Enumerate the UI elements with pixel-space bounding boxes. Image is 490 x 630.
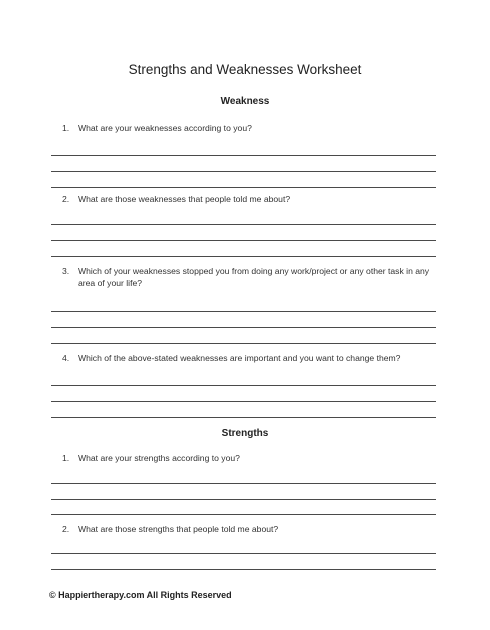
answer-line[interactable]: [51, 240, 436, 241]
page-title: Strengths and Weaknesses Worksheet: [128, 62, 362, 77]
answer-line[interactable]: [51, 417, 436, 418]
question-weakness-4: [62, 352, 442, 364]
answer-line[interactable]: [51, 569, 436, 570]
answer-line[interactable]: [51, 343, 436, 344]
question-text: Which of your weaknesses stopped you from doing any work/project or any other task in any area of your life?: [78, 266, 430, 288]
question-strengths-2: [62, 523, 442, 535]
answer-line[interactable]: [51, 385, 436, 386]
question-weakness-1: [62, 122, 442, 134]
answer-line[interactable]: [51, 311, 436, 312]
question-text: What are those strengths that people told me about?: [78, 524, 279, 534]
section-heading-weakness: Weakness: [220, 96, 270, 107]
question-number: 4.: [62, 353, 70, 363]
question-number: 1.: [62, 453, 70, 463]
answer-line[interactable]: [51, 224, 436, 225]
answer-line[interactable]: [51, 327, 436, 328]
answer-line[interactable]: [51, 256, 436, 257]
question-text: What are your strengths according to you?: [78, 453, 240, 463]
question-weakness-2: [62, 193, 442, 205]
answer-line[interactable]: [51, 401, 436, 402]
question-weakness-3: [62, 265, 442, 289]
question-number: 1.: [62, 123, 70, 133]
section-heading-strengths: Strengths: [221, 428, 269, 439]
question-strengths-1: [62, 452, 442, 464]
question-number: 3.: [62, 266, 70, 276]
answer-line[interactable]: [51, 187, 436, 188]
question-number: 2.: [62, 524, 70, 534]
answer-line[interactable]: [51, 155, 436, 156]
answer-line[interactable]: [51, 499, 436, 500]
answer-line[interactable]: [51, 483, 436, 484]
question-text: What are your weaknesses according to you?: [78, 123, 252, 133]
answer-line[interactable]: [51, 171, 436, 172]
question-text: Which of the above-stated weaknesses are important and you want to change them?: [78, 353, 401, 363]
question-text: What are those weaknesses that people told me about?: [78, 194, 291, 204]
question-number: 2.: [62, 194, 70, 204]
answer-line[interactable]: [51, 514, 436, 515]
answer-line[interactable]: [51, 553, 436, 554]
copyright-footer: © Happiertherapy.com All Rights Reserved: [49, 590, 232, 600]
